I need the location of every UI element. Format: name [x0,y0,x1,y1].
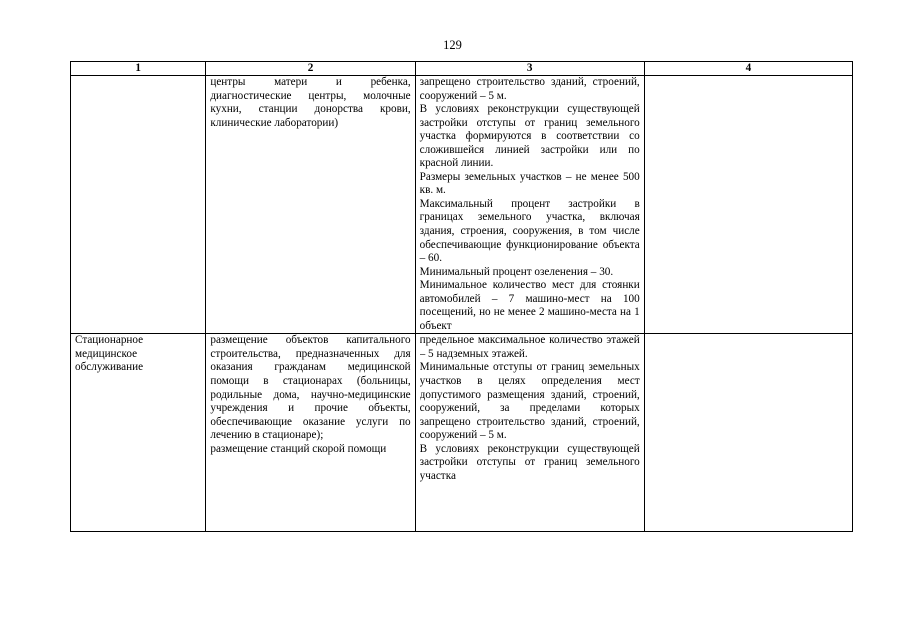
column-header-4: 4 [644,62,852,76]
table-row [71,76,853,334]
row1-parameter-1: запрещено строительство зданий, строений, сооружений – 5 м. [419,76,640,102]
row2-use-type-cell [71,334,206,532]
row2-parameter-3: В условиях реконструкции существующей застройки отступы от границ земельного участка [419,442,640,482]
row2-description-text-1: размещение объектов капитального строительства, предназначенных для оказания гражданам медицинской помощи в стационарах (больницы, родильные дома, научно-медицинские учреждения и прочие объекты, обеспечивающие оказание услуги по лечению в стационаре); [210,334,411,442]
row2-parameters-clip [420,334,640,531]
column-header-1: 1 [71,62,206,76]
row2-parameters-cell [415,334,644,532]
row1-notes-cell [644,76,852,334]
row2-parameter-1: предельное максимальное количество этажей – 5 надземных этажей. [419,334,640,360]
regulations-table [70,61,853,532]
row2-description-cell [206,334,415,532]
row1-parameter-4: Максимальный процент застройки в границах земельного участка, включая здания, строения, сооружения, в том числе обеспечивающие функционирование объекта – 60. [419,197,640,265]
row1-parameter-3: Размеры земельных участков – не менее 500 кв. м. [419,170,640,197]
row1-description-text: центры матери и ребенка, диагностические центры, молочные кухни, станции донорства крови, клинические лаборатории) [210,76,411,129]
row2-use-type-text: Стационарное медицинское обслуживание [75,334,144,374]
column-header-3: 3 [415,62,644,76]
table-header-row [71,62,853,76]
row2-description-text-2: размещение станций скорой помощи [210,442,387,455]
row1-use-type-cell [71,76,206,334]
column-header-2: 2 [206,62,415,76]
row1-parameter-2: В условиях реконструкции существующей застройки отступы от границ земельного участка формируются в соответствии со сложившейся линией застройки или по красной линии. [419,103,640,170]
row1-parameters-cell [415,76,644,334]
page-number: 129 [443,38,462,52]
row2-parameter-2: Минимальные отступы от границ земельных участков в целях определения мест допустимого размещения зданий, строений, сооружений, за пределами которых запрещено строительство зданий, строений, сооружений – 5 м. [419,361,640,442]
row2-notes-cell [644,334,852,532]
table-row [71,334,853,532]
row1-parameter-6: Минимальное количество мест для стоянки автомобилей – 7 машино-мест на 100 посещений, но не менее 2 машино-места на 1 объект [419,279,640,332]
row1-description-cell [206,76,415,334]
row1-parameter-5: Минимальный процент озеленения – 30. [419,265,614,278]
